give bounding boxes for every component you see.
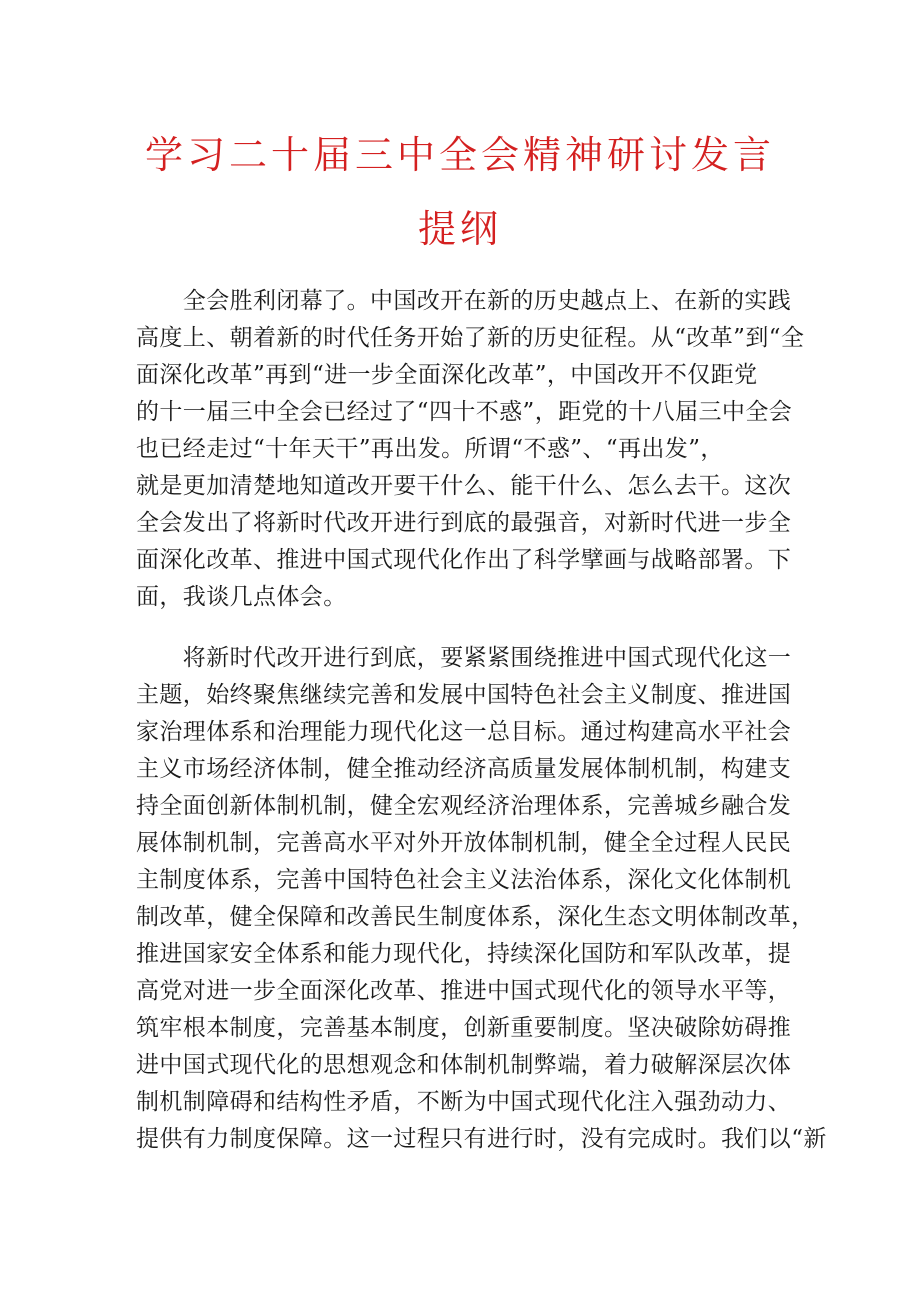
paragraph-line: 家治理体系和治理能力现代化这一总目标。通过构建高水平社会 <box>136 719 792 745</box>
paragraph-line: 提供有力制度保障。这一过程只有进行时，没有完成时。我们以“新 <box>136 1126 827 1152</box>
paragraph-line: 面，我谈几点体会。 <box>136 584 347 610</box>
paragraph-line: 持全面创新体制机制，健全宏观经济治理体系，完善城乡融合发 <box>136 793 792 819</box>
paragraph-line: 高度上、朝着新的时代任务开始了新的历史征程。从“改革”到“全 <box>136 325 805 351</box>
paragraph-line: 全会发出了将新时代改开进行到底的最强音，对新时代进一步全 <box>136 510 792 536</box>
paragraph-line: 制机制障碍和结构性矛盾，不断为中国式现代化注入强劲动力、 <box>136 1089 792 1115</box>
paragraph-line: 主制度体系，完善中国特色社会主义法治体系，深化文化体制机 <box>136 867 792 893</box>
paragraph-line: 进中国式现代化的思想观念和体制机制弊端，着力破解深层次体 <box>136 1052 792 1078</box>
paragraph-line: 面深化改革”再到“进一步全面深化改革”，中国改开不仅距党 <box>136 362 758 388</box>
paragraph-line: 面深化改革、推进中国式现代化作出了科学擘画与战略部署。下 <box>136 547 792 573</box>
paragraph-line: 制改革，健全保障和改善民生制度体系，深化生态文明体制改革， <box>136 904 815 930</box>
paragraph-line: 就是更加清楚地知道改开要干什么、能干什么、怎么去干。这次 <box>136 473 792 499</box>
paragraph-line: 主义市场经济体制，健全推动经济高质量发展体制机制，构建支 <box>136 756 792 782</box>
paragraph-line: 高党对进一步全面深化改革、推进中国式现代化的领导水平等， <box>136 978 792 1004</box>
paragraph-1 <box>136 283 805 616</box>
paragraph-line: 展体制机制，完善高水平对外开放体制机制，健全全过程人民民 <box>136 830 792 856</box>
paragraph-line: 也已经走过“十年天干”再出发。所谓“不惑”、“再出发”， <box>136 436 724 462</box>
paragraph-line: 筑牢根本制度，完善基本制度，创新重要制度。坚决破除妨碍推 <box>136 1015 792 1041</box>
paragraph-line: 全会胜利闭幕了。中国改开在新的历史越点上、在新的实践 <box>136 288 792 314</box>
document-title-line-2: 提纲 <box>417 207 502 251</box>
paragraph-line: 主题，始终聚焦继续完善和发展中国特色社会主义制度、推进国 <box>136 682 792 708</box>
paragraph-line: 推进国家安全体系和能力现代化，持续深化国防和军队改革，提 <box>136 941 792 967</box>
paragraph-line: 将新时代改开进行到底，要紧紧围绕推进中国式现代化这一 <box>136 645 792 671</box>
paragraph-line: 的十一届三中全会已经过了“四十不惑”，距党的十八届三中全会 <box>136 399 793 425</box>
paragraph-2 <box>136 640 827 1158</box>
document-title-line-1: 学习二十届三中全会精神研讨发言 <box>144 133 775 177</box>
